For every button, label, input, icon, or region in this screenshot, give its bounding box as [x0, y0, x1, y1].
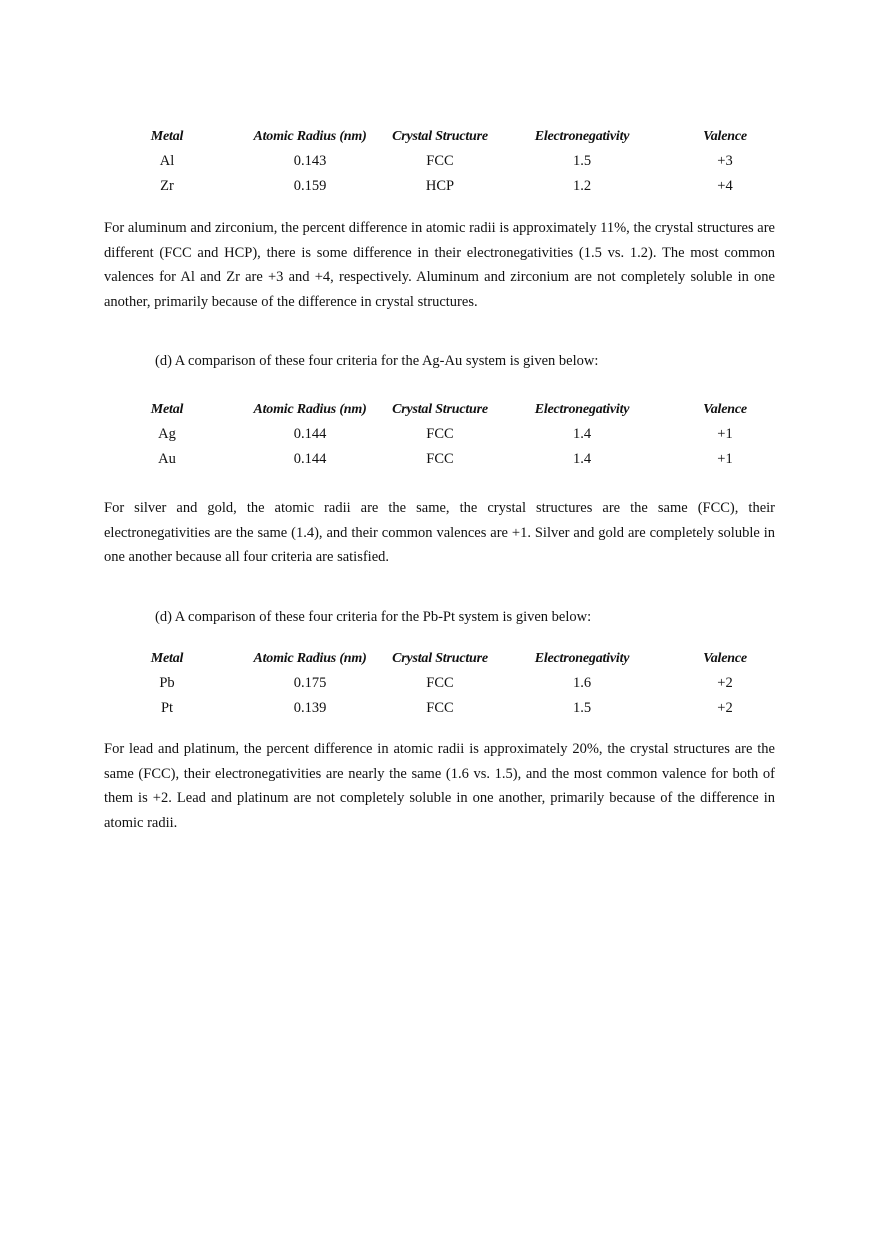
cell-valence: +4 [717, 178, 733, 194]
header-metal: Metal [150, 650, 184, 666]
cell-electronegativity: 1.5 [572, 700, 592, 716]
pb-pt-paragraph: For lead and platinum, the percent difference in atomic radii is approximately 20%, the crystal structures are the same (FCC), their electronegativities are nearly the same (1.6 vs. 1.5), and the most common valence for both of them is +2. Lead and platinum are not completely soluble in one another, primarily because of the difference in atomic radii. [104, 741, 775, 831]
pb-pt-table [100, 646, 780, 721]
cell-metal: Zr [160, 178, 174, 194]
cell-radius: 0.144 [293, 451, 327, 467]
header-atomic-radius: Atomic Radius (nm) [253, 128, 367, 144]
table-row [100, 422, 780, 447]
cell-valence: +3 [717, 153, 733, 169]
header-valence: Valence [703, 401, 747, 417]
cell-structure: FCC [426, 700, 454, 716]
cell-metal: Al [159, 153, 175, 169]
cell-radius: 0.143 [293, 153, 327, 169]
header-valence: Valence [703, 650, 747, 666]
cell-valence: +1 [717, 426, 733, 442]
ag-au-paragraph: For silver and gold, the atomic radii are the same, the crystal structures are the same (FCC), their electronegativities are the same (1.4), and their common valences are +1. Silver and gold are completely soluble in one another because all four criteria are satisfied. [104, 500, 775, 566]
cell-electronegativity: 1.4 [572, 451, 592, 467]
header-electronegativity: Electronegativity [534, 401, 630, 417]
header-crystal-structure: Crystal Structure [392, 128, 488, 144]
table-row [100, 671, 780, 696]
cell-electronegativity: 1.2 [572, 178, 592, 194]
header-crystal-structure: Crystal Structure [392, 401, 488, 417]
cell-electronegativity: 1.6 [572, 675, 592, 691]
header-valence: Valence [703, 128, 747, 144]
cell-metal: Pb [159, 675, 175, 691]
cell-valence: +2 [717, 675, 733, 691]
cell-electronegativity: 1.4 [572, 426, 592, 442]
al-zr-table [100, 124, 780, 199]
table-row [100, 447, 780, 472]
cell-structure: FCC [426, 451, 454, 467]
table-header-row [100, 397, 780, 422]
cell-radius: 0.139 [293, 700, 327, 716]
table-row [100, 174, 780, 199]
table-row [100, 149, 780, 174]
cell-structure: HCP [425, 178, 455, 194]
header-metal: Metal [150, 128, 184, 144]
table-row [100, 696, 780, 721]
header-atomic-radius: Atomic Radius (nm) [253, 650, 367, 666]
header-electronegativity: Electronegativity [534, 128, 630, 144]
cell-electronegativity: 1.5 [572, 153, 592, 169]
cell-valence: +1 [717, 451, 733, 467]
cell-structure: FCC [426, 153, 454, 169]
header-atomic-radius: Atomic Radius (nm) [253, 401, 367, 417]
header-metal: Metal [150, 401, 184, 417]
cell-structure: FCC [426, 675, 454, 691]
table-header-row [100, 124, 780, 149]
cell-structure: FCC [426, 426, 454, 442]
pb-pt-intro: (d) A comparison of these four criteria for the Pb-Pt system is given below: [155, 609, 592, 625]
header-electronegativity: Electronegativity [534, 650, 630, 666]
cell-radius: 0.175 [293, 675, 327, 691]
cell-valence: +2 [717, 700, 733, 716]
cell-metal: Pt [160, 700, 174, 716]
ag-au-intro: (d) A comparison of these four criteria for the Ag-Au system is given below: [155, 353, 599, 369]
cell-metal: Ag [158, 426, 176, 442]
al-zr-paragraph: For aluminum and zirconium, the percent difference in atomic radii is approximately 11%, the crystal structures are different (FCC and HCP), there is some difference in their electronegativities (1.5 vs. 1.2). The most common valences for Al and Zr are +3 and +4, respectively. Aluminum and zirconium are not completely soluble in one another, primarily because of the difference in crystal structures. [104, 220, 775, 310]
cell-metal: Au [158, 451, 176, 467]
cell-radius: 0.159 [293, 178, 327, 194]
table-header-row [100, 646, 780, 671]
ag-au-table [100, 397, 780, 472]
cell-radius: 0.144 [293, 426, 327, 442]
header-crystal-structure: Crystal Structure [392, 650, 488, 666]
